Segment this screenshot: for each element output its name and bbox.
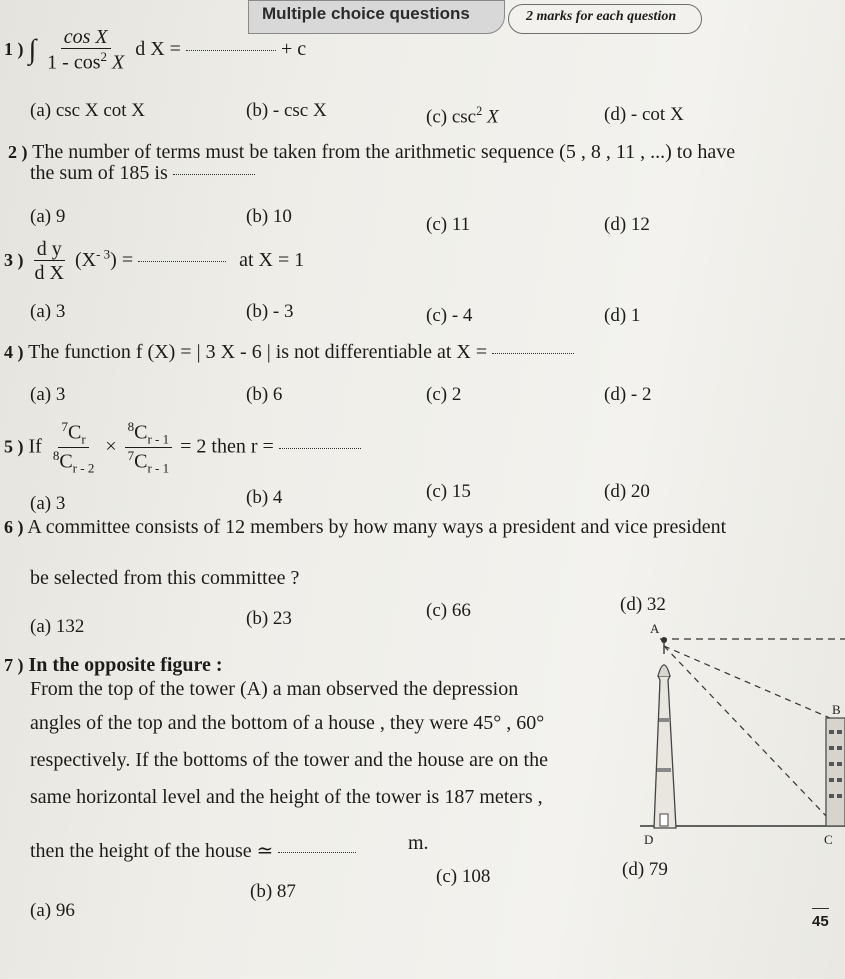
- q4-option-c[interactable]: (c) 2: [426, 384, 462, 405]
- q6-option-b[interactable]: (b) 23: [246, 608, 292, 629]
- q7-option-b[interactable]: (b) 87: [250, 881, 296, 902]
- question-6: 6 ) A committee consists of 12 members by how many ways a president and vice president: [4, 516, 727, 538]
- integral-sign: ∫: [28, 34, 37, 66]
- answer-blank[interactable]: [278, 852, 356, 853]
- question-2-line2: the sum of 185 is: [30, 162, 255, 185]
- answer-blank[interactable]: [186, 50, 276, 51]
- question-1: 1 ) ∫ $\frac{\text{cos X}}{1 - \cos^2 X}$ d X = + c: [4, 26, 307, 74]
- label-b: B: [832, 702, 841, 717]
- question-7-line1: From the top of the tower (A) a man observed the depression: [30, 678, 519, 700]
- section-title: Multiple choice questions: [262, 4, 470, 23]
- q5-option-c[interactable]: (c) 15: [426, 481, 471, 502]
- question-7-line5: then the height of the house ≃: [30, 838, 356, 863]
- q6-option-a[interactable]: (a) 132: [30, 616, 85, 637]
- derivative-fraction: $\frac{\text{d y}}{\text{d X}}$: [34, 238, 64, 284]
- q1-option-a[interactable]: (a) csc X cot X: [30, 100, 146, 121]
- q4-option-d[interactable]: (d) - 2: [604, 384, 652, 405]
- question-number: 6 ): [4, 517, 24, 537]
- question-7-line4: same horizontal level and the height of the tower is 187 meters ,: [30, 786, 543, 808]
- tower-shape: [654, 676, 676, 828]
- q3-option-d[interactable]: (d) 1: [604, 305, 641, 326]
- answer-blank[interactable]: [279, 448, 361, 449]
- q2-option-d[interactable]: (d) 12: [604, 214, 650, 235]
- question-2: 2 ) The number of terms must be taken from the arithmetic sequence (5 , 8 , 11 , ...) to have: [8, 141, 736, 163]
- question-number: 3 ): [4, 250, 24, 271]
- answer-blank[interactable]: [173, 174, 255, 175]
- q3-option-c[interactable]: (c) - 4: [426, 305, 473, 326]
- question-number: 1 ): [4, 38, 24, 59]
- label-c: C: [824, 832, 833, 847]
- q2-option-a[interactable]: (a) 9: [30, 206, 66, 227]
- q1-option-d[interactable]: (d) - cot X: [604, 104, 684, 125]
- q6-option-c[interactable]: (c) 66: [426, 600, 471, 621]
- q6-option-d[interactable]: (d) 32: [620, 594, 666, 615]
- question-number: 2 ): [8, 142, 28, 162]
- answer-blank[interactable]: [492, 353, 574, 354]
- q1-option-c[interactable]: (c) $\csc^2 X$: [426, 104, 499, 128]
- question-7-title: 7 ) In the opposite figure :: [4, 654, 223, 676]
- tower-house-figure: [600, 618, 845, 848]
- q7-option-d[interactable]: (d) 79: [622, 859, 668, 880]
- question-4: 4 ) The function f (X) = | 3 X - 6 | is not differentiable at X =: [4, 341, 574, 364]
- q7-option-a[interactable]: (a) 96: [30, 900, 75, 921]
- question-number: 5 ): [4, 436, 24, 457]
- q5-option-a[interactable]: (a) 3: [30, 493, 66, 514]
- question-7-line3: respectively. If the bottoms of the tower and the house are on the: [30, 749, 548, 771]
- house-shape: [826, 718, 845, 826]
- q2-option-c[interactable]: (c) 11: [426, 214, 471, 235]
- q4-option-a[interactable]: (a) 3: [30, 384, 66, 405]
- combination-fraction-1: $\frac{^7C_r}{^8C_{r - 2}}$: [52, 419, 95, 476]
- question-number: 4 ): [4, 342, 24, 362]
- question-5: 5 ) If $\frac{^7C_r}{^8C_{r - 2}}$ × $\frac{^8C_{r - 1}}{^7C_{r - 1}}$ = 2 then r =: [4, 420, 361, 476]
- q3-option-a[interactable]: (a) 3: [30, 301, 66, 322]
- question-number: 7 ): [4, 655, 24, 675]
- unit-label: m.: [408, 832, 429, 854]
- q1-option-b[interactable]: (b) - csc X: [246, 100, 327, 121]
- marks-note: 2 marks for each question: [526, 9, 677, 24]
- q4-option-b[interactable]: (b) 6: [246, 384, 283, 405]
- q5-option-b[interactable]: (b) 4: [246, 487, 283, 508]
- page-number: 45: [812, 908, 829, 930]
- q2-option-b[interactable]: (b) 10: [246, 206, 292, 227]
- answer-blank[interactable]: [138, 261, 226, 262]
- label-a: A: [650, 621, 660, 636]
- question-7-line2: angles of the top and the bottom of a house , they were 45° , 60°: [30, 712, 545, 734]
- q3-option-b[interactable]: (b) - 3: [246, 301, 294, 322]
- combination-fraction-2: $\frac{^8C_{r - 1}}{^7C_{r - 1}}$: [125, 420, 173, 476]
- question-3: 3 ) $\frac{\text{d y}}{\text{d X}}$ $(X^{- 3})$ = at X = 1: [4, 238, 305, 284]
- q7-option-c[interactable]: (c) 108: [436, 866, 491, 887]
- q5-option-d[interactable]: (d) 20: [604, 481, 650, 502]
- label-d: D: [644, 832, 654, 847]
- integrand-fraction: $\frac{\text{cos X}}{1 - \cos^2 X}$: [47, 26, 125, 74]
- question-6-line2: be selected from this committee ?: [30, 567, 300, 589]
